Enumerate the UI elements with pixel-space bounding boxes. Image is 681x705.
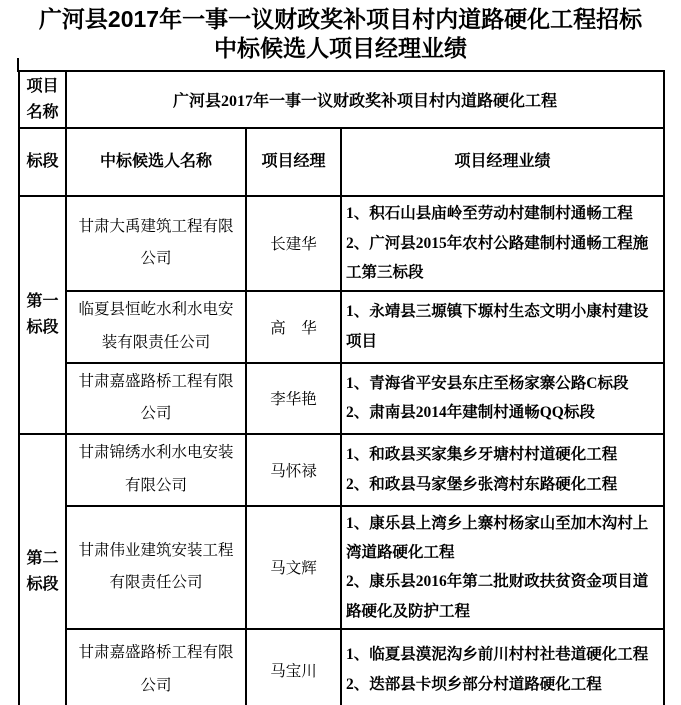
achievements-cell (341, 196, 664, 290)
table-row (19, 291, 664, 363)
achievements-cell (341, 629, 664, 705)
title-line-2: 中标候选人项目经理业绩 (214, 35, 467, 61)
project-name-value: 广河县2017年一事一议财政奖补项目村内道路硬化工程 (66, 71, 664, 128)
table-row (19, 363, 664, 434)
achievement-item: 1、和政县买家集乡牙塘村村道硬化工程 (346, 446, 618, 464)
col-header-candidate: 中标候选人名称 (66, 128, 246, 196)
section-1-label: 第一标段 (19, 196, 66, 433)
company-name: 甘肃嘉盛路桥工程有限公司 (66, 363, 246, 434)
company-name: 甘肃锦绣水利水电安装有限公司 (66, 434, 246, 506)
project-name-label: 项目名称 (19, 71, 66, 128)
achievement-item: 1、积石山县庙岭至劳动村建制村通畅工程 (346, 205, 633, 223)
project-name-row (19, 71, 664, 128)
manager-name: 马文辉 (246, 506, 341, 630)
achievement-item: 1、永靖县三塬镇下塬村生态文明小康村建设项目 (346, 303, 649, 350)
manager-name: 李华艳 (246, 363, 341, 434)
achievements-cell (341, 291, 664, 363)
achievement-item: 2、肃南县2014年建制村通畅QQ标段 (346, 404, 595, 422)
company-name: 甘肃大禹建筑工程有限公司 (66, 196, 246, 290)
document-title (0, 0, 681, 63)
achievement-item: 1、康乐县上湾乡上寨村杨家山至加木沟村上湾道路硬化工程 (346, 514, 649, 562)
title-line-1: 广河县2017年一事一议财政奖补项目村内道路硬化工程招标 (38, 6, 643, 32)
achievements-cell (341, 506, 664, 630)
manager-name: 高 华 (246, 291, 341, 363)
company-name: 临夏县恒屹水利水电安装有限责任公司 (66, 291, 246, 363)
achievement-item: 1、青海省平安县东庄至杨家寨公路C标段 (346, 374, 629, 392)
achievement-item: 1、临夏县漠泥沟乡前川村村社巷道硬化工程 (346, 646, 649, 664)
achievement-item: 2、迭部县卡坝乡部分村道路硬化工程 (346, 675, 602, 693)
table-row (19, 506, 664, 630)
company-name: 甘肃嘉盛路桥工程有限公司 (66, 629, 246, 705)
manager-name: 长建华 (246, 196, 341, 290)
table-header-row (19, 128, 664, 196)
table-row (19, 434, 664, 506)
achievements-cell (341, 434, 664, 506)
achievement-item: 2、和政县马家堡乡张湾村东路硬化工程 (346, 475, 618, 493)
results-table (18, 70, 665, 705)
section-2-label: 第二标段 (19, 434, 66, 705)
achievement-item: 2、康乐县2016年第二批财政扶贫资金项目道路硬化及防护工程 (346, 573, 649, 620)
col-header-manager: 项目经理 (246, 128, 341, 196)
col-header-achievements: 项目经理业绩 (341, 128, 664, 196)
achievement-item: 2、广河县2015年农村公路建制村通畅工程施工第三标段 (346, 234, 649, 282)
manager-name: 马宝川 (246, 629, 341, 705)
manager-name: 马怀禄 (246, 434, 341, 506)
table-row (19, 196, 664, 290)
achievements-cell (341, 363, 664, 434)
company-name: 甘肃伟业建筑安装工程有限责任公司 (66, 506, 246, 630)
table-row (19, 629, 664, 705)
col-header-section: 标段 (19, 128, 66, 196)
